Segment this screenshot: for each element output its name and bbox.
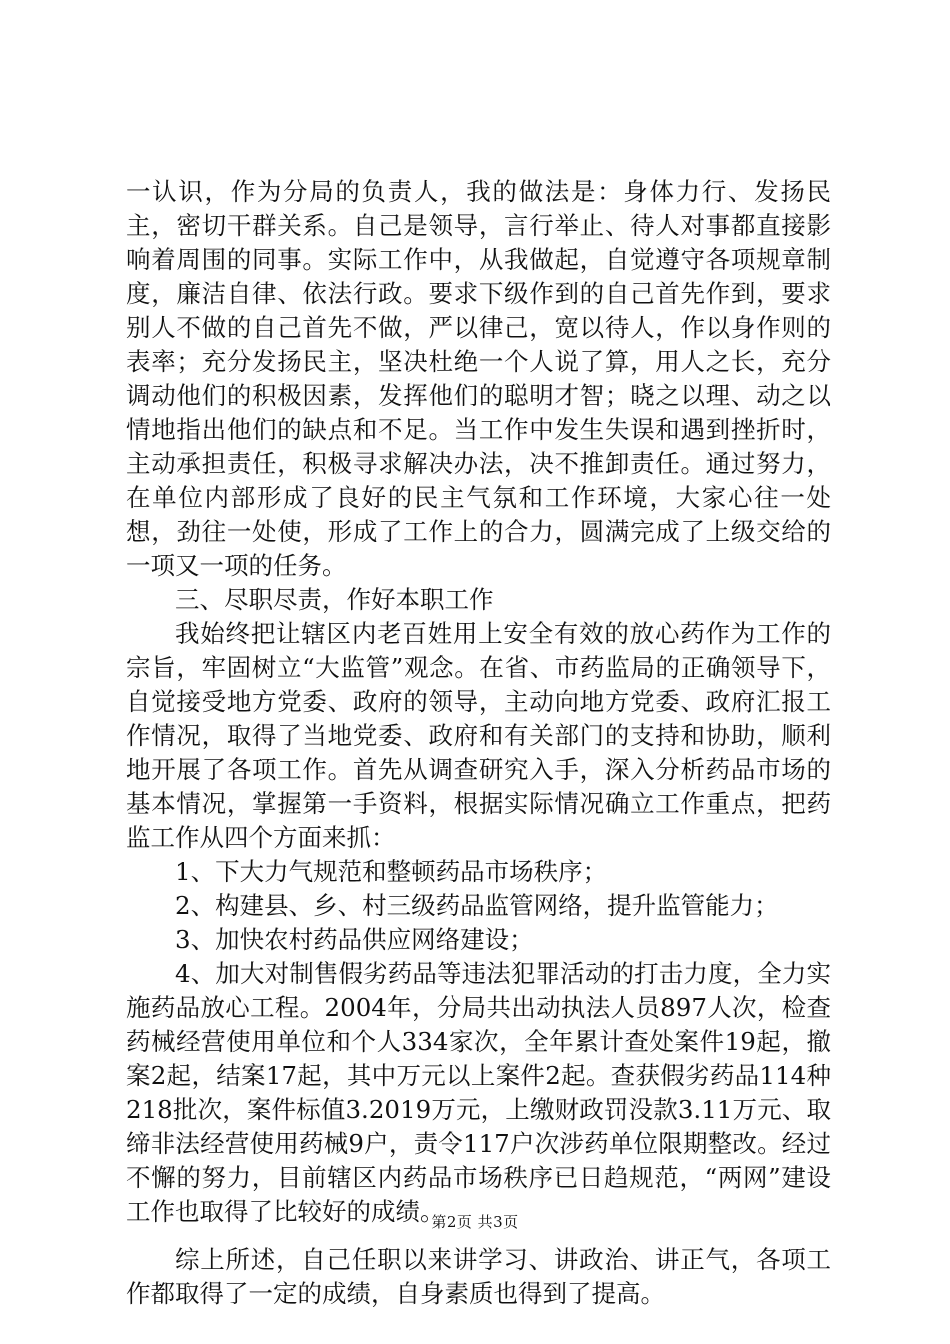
- list-item-2: 2、构建县、乡、村三级药品监管网络，提升监管能力；: [175, 891, 779, 920]
- paragraph-leadership: 一认识，作为分局的负责人，我的做法是：身体力行、发扬民主，密切干群关系。自己是领导，言行举止、待人对事都直接影响着周围的同事。实际工作中，从我做起，自觉遵守各项规章制度，廉洁自律、依法行政。要求下级作到的自己首先作到，要求别人不做的自己首先不做，严以律己，宽以待人，作以身作则的表率；充分发扬民主，坚决杜绝一个人说了算，用人之长，充分调动他们的积极因素，发挥他们的聪明才智；晓之以理、动之以情地指出他们的缺点和不足。当工作中发生失误和遇到挫折时，主动承担责任，积极寻求解决办法，决不推卸责任。通过努力，在单位内部形成了良好的民主气氛和工作环境，大家心往一处想，劲往一处使，形成了工作上的合力，圆满完成了上级交给的一项又一项的任务。: [126, 177, 831, 580]
- list-item-1: 1、下大力气规范和整顿药品市场秩序；: [175, 857, 608, 886]
- document-body: [126, 175, 831, 1311]
- page-footer: 第2页 共3页: [431, 1213, 519, 1231]
- paragraph-supervision: 我始终把让辖区内老百姓用上安全有效的放心药作为工作的宗旨，牢固树立“大监管”观念。在省、市药监局的正确领导下，自觉接受地方党委、政府的领导，主动向地方党委、政府汇报工作情况，取得了当地党委、政府和有关部门的支持和协助，顺利地开展了各项工作。首先从调查研究入手，深入分析药品市场的基本情况，掌握第一手资料，根据实际情况确立工作重点，把药监工作从四个方面来抓：: [126, 619, 831, 852]
- section-heading-duties: 三、尽职尽责，作好本职工作: [175, 585, 494, 614]
- list-item-4: 4、加大对制售假劣药品等违法犯罪活动的打击力度，全力实施药品放心工程。2004年，分局共出动执法人员897人次，检查药械经营使用单位和个人334家次，全年累计查处案件19起，撤案2起，结案17起，其中万元以上案件2起。查获假劣药品114种218批次，案件标值3.2019万元，上缴财政罚没款3.11万元、取缔非法经营使用药械9户，责令117户次涉药单位限期整改。经过不懈的努力，目前辖区内药品市场秩序已日趋规范，“两网”建设工作也取得了比较好的成绩。: [126, 959, 831, 1226]
- list-item-3: 3、加快农村药品供应网络建设；: [175, 925, 534, 954]
- paragraph-summary: 综上所述，自己任职以来讲学习、讲政治、讲正气，各项工作都取得了一定的成绩，自身素质也得到了提高。: [126, 1245, 831, 1308]
